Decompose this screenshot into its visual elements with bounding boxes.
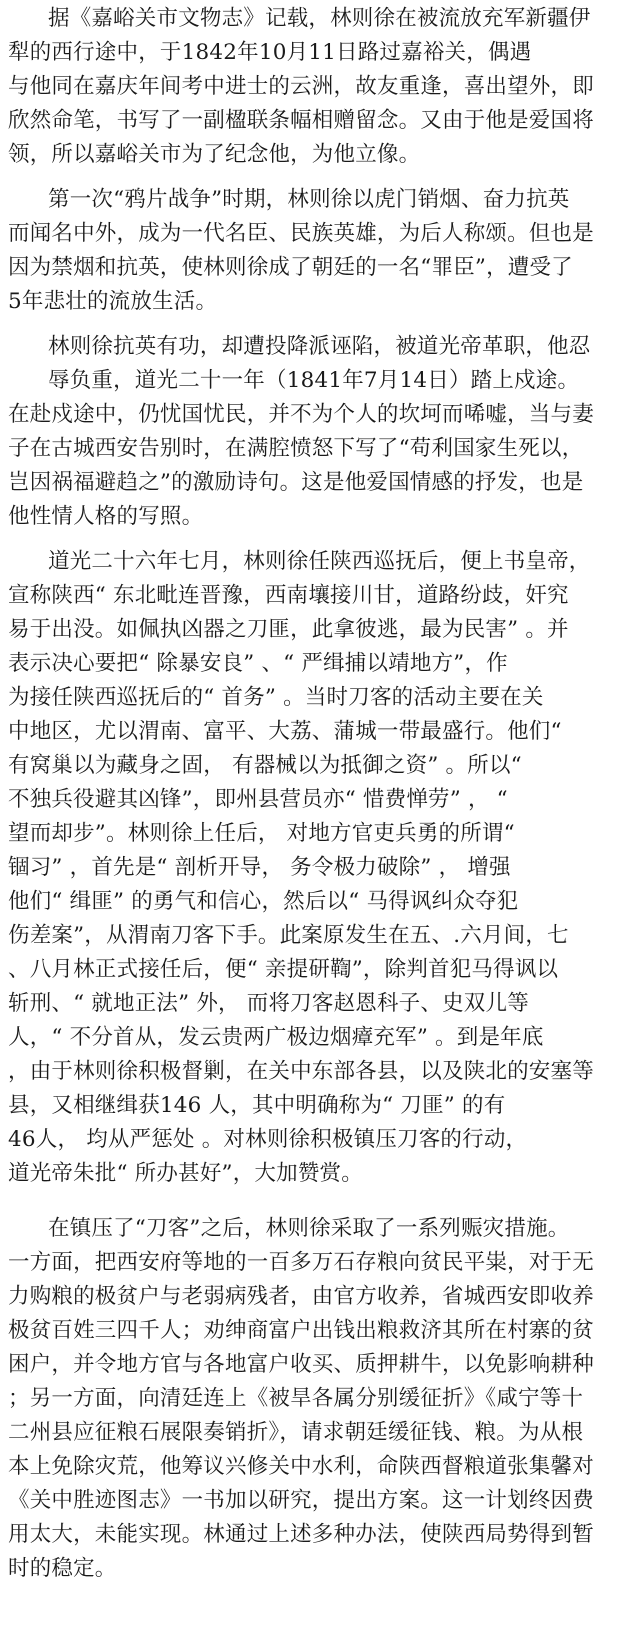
text-line: 5年悲壮的流放生活。 (8, 289, 218, 314)
text-line: 46人， 均从严惩处 。对林则徐积极镇压刀客的行动， (8, 1127, 528, 1152)
text-line: 一方面，把西安府等地的一百多万石存粮向贫民平粜，对于无 (8, 1250, 594, 1275)
text-line: 人，“ 不分首从，发云贵两广极边烟瘴充军” 。到是年底 (8, 1025, 544, 1050)
text-line: 在赴戍途中，仍忧国忧民，并不为个人的坎坷而唏嘘，当与妻 (8, 402, 594, 427)
text-line: 望而却步”。林则徐上任后， 对地方官吏兵勇的所谓“ (8, 821, 515, 846)
text-line: 二州县应征粮石展限奏销折》，请求朝廷缓征钱、粮。为从根 (8, 1420, 584, 1445)
paragraph-relief-measures (0, 1212, 640, 1586)
text-line: 与他同在嘉庆年间考中进士的云洲，故友重逢，喜出望外，即 (8, 74, 594, 99)
text-line: 有窝巢以为藏身之固， 有器械以为抵御之资” 。所以“ (8, 753, 522, 778)
text-line: 辱负重，道光二十一年（1841年7月14日）踏上戍途。 (48, 368, 580, 393)
text-line: 因为禁烟和抗英，使林则徐成了朝廷的一名“罪臣”，遭受了 (8, 255, 573, 280)
paragraph-opium-war (0, 183, 640, 319)
paragraph-jiayuguan (0, 2, 640, 172)
text-line: 易于出没。如佩执凶器之刀匪，此拿彼逃，最为民害” 。并 (8, 617, 569, 642)
text-line: 在镇压了“刀客”之后，林则徐采取了一系列赈灾措施。 (48, 1216, 570, 1241)
text-line: 中地区，尤以渭南、富平、大荔、蒲城一带最盛行。他们“ (8, 719, 562, 744)
text-line: 他性情人格的写照。 (8, 504, 204, 529)
text-line: 斩刑、“ 就地正法” 外， 而将刀客赵恩科子、史双儿等 (8, 991, 529, 1016)
text-line: 犁的西行途中，于1842年10月11日路过嘉裕关，偶遇 (8, 40, 532, 65)
text-line: 欣然命笔，书写了一副楹联条幅相赠留念。又由于他是爱国将 (8, 108, 594, 133)
text-line: 道光帝朱批“ 所办甚好”，大加赞赏。 (8, 1161, 363, 1186)
text-line: 力购粮的极贫户与老弱病残者，由官方收养，省城西安即收养 (8, 1284, 594, 1309)
text-line: 《关中胜迹图志》一书加以研究，提出方案。这一计划终因费 (8, 1488, 594, 1513)
text-line: 用太大，未能实现。林通过上述多种办法，使陕西局势得到暂 (8, 1522, 594, 1547)
text-line: 不独兵役避其凶锋”，即州县营员亦“ 惜费惮劳” ， “ (8, 787, 508, 812)
text-line: ；另一方面，向清廷连上《被旱各属分别缓征折》《咸宁等十 (8, 1386, 584, 1411)
paragraph-exile (0, 330, 640, 534)
text-line: 据《嘉峪关市文物志》记载，林则徐在被流放充军新疆伊 (48, 6, 591, 31)
text-line: 困户，并令地方官与各地富户收买、质押耕牛，以免影响耕种 (8, 1352, 594, 1377)
text-line: 伤差案”，从渭南刀客下手。此案原发生在五、.六月间，七 (8, 923, 569, 948)
text-line: 表示决心要把“ 除暴安良” 、“ 严缉捕以靖地方”，作 (8, 651, 508, 676)
text-line: 时的稳定。 (8, 1556, 117, 1581)
text-line: 锢习” ，首先是“ 剖析开导， 务令极力破除” ， 增强 (8, 855, 511, 880)
text-line: 第一次“鸦片战争”时期，林则徐以虎门销烟、奋力抗英 (48, 187, 570, 212)
text-line: 极贫百姓三四千人；劝绅商富户出钱出粮救济其所在村寨的贫 (8, 1318, 594, 1343)
text-line: 子在古城西安告别时，在满腔愤怒下写了“苟利国家生死以， (8, 436, 584, 461)
text-line: 、八月林正式接任后，便“ 亲提研鞫”，除判首犯马得讽以 (8, 957, 559, 982)
text-line: 岂因祸福避趋之”的激励诗句。这是他爱国情感的抒发，也是 (8, 470, 584, 495)
text-line: 他们“ 缉匪” 的勇气和信心，然后以“ 马得讽纠众夺犯 (8, 889, 519, 914)
text-line: 道光二十六年七月，林则徐任陕西巡抚后，便上书皇帝， (48, 549, 591, 574)
text-line: 县，又相继缉获146 人，其中明确称为“ 刀匪” 的有 (8, 1093, 506, 1118)
text-line: 而闻名中外，成为一代名臣、民族英雄，为后人称颂。但也是 (8, 221, 594, 246)
text-line: 宣称陕西“ 东北毗连晋豫，西南壤接川甘，道路纷歧，奸究 (8, 583, 569, 608)
text-line: 林则徐抗英有功，却遭投降派诬陷，被道光帝革职，他忍 (48, 334, 591, 359)
text-line: 为接任陕西巡抚后的“ 首务” 。当时刀客的活动主要在关 (8, 685, 544, 710)
text-line: 本上免除灾荒，他筹议兴修关中水利，命陕西督粮道张集馨对 (8, 1454, 594, 1479)
text-line: ，由于林则徐积极督剿，在关中东部各县，以及陕北的安塞等 (8, 1059, 594, 1084)
paragraph-shaanxi-governor (0, 545, 640, 1191)
text-line: 领，所以嘉峪关市为了纪念他，为他立像。 (8, 142, 421, 167)
